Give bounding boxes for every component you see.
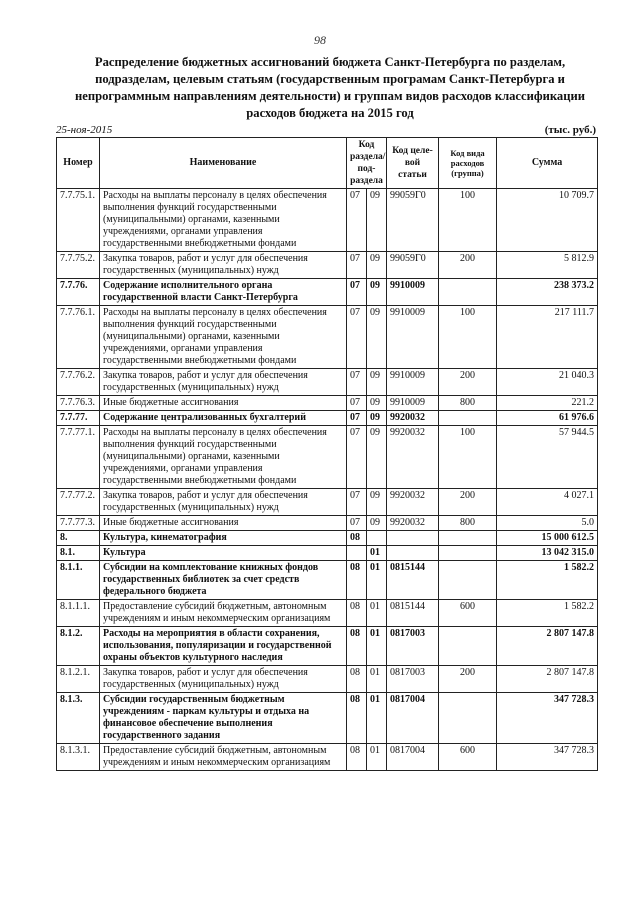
row-expense-type: 800 <box>439 396 497 411</box>
row-subsection-code: 09 <box>367 396 387 411</box>
row-sum: 221.2 <box>497 396 598 411</box>
row-number: 8.1.2.1. <box>57 666 100 693</box>
row-number: 7.7.76. <box>57 279 100 306</box>
row-expense-type: 200 <box>439 369 497 396</box>
row-name: Содержание централизованных бухгалтерий <box>100 411 347 426</box>
row-target-code: 9920032 <box>387 411 439 426</box>
table-row <box>57 561 598 600</box>
row-target-code: 0817004 <box>387 693 439 744</box>
row-expense-type: 200 <box>439 252 497 279</box>
row-name: Закупка товаров, работ и услуг для обеспечения государственных (муниципальных) нужд <box>100 489 347 516</box>
row-expense-type: 600 <box>439 744 497 771</box>
table-row <box>57 531 598 546</box>
budget-table <box>56 137 598 771</box>
row-subsection-code: 09 <box>367 189 387 252</box>
row-target-code: 9920032 <box>387 426 439 489</box>
row-name: Предоставление субсидий бюджетным, автономным учреждениям и иным некоммерческим организациям <box>100 744 347 771</box>
row-name: Расходы на выплаты персоналу в целях обеспечения выполнения функций государственными (муниципальными) органами, казенными учреждениями, органами управления государственными внебюджетными фондами <box>100 426 347 489</box>
row-subsection-code <box>367 531 387 546</box>
row-number: 7.7.76.2. <box>57 369 100 396</box>
row-name: Культура, кинематография <box>100 531 347 546</box>
row-subsection-code: 01 <box>367 561 387 600</box>
row-name: Субсидии государственным бюджетным учреждениям - паркам культуры и отдыха на финансовое обеспечение выполнения государственного задания <box>100 693 347 744</box>
row-expense-type: 200 <box>439 666 497 693</box>
table-row <box>57 693 598 744</box>
table-row <box>57 189 598 252</box>
table-row <box>57 252 598 279</box>
row-subsection-code: 01 <box>367 693 387 744</box>
row-name: Иные бюджетные ассигнования <box>100 516 347 531</box>
row-sum: 10 709.7 <box>497 189 598 252</box>
header-section: Код раздела/ под- раздела <box>347 138 387 189</box>
row-number: 8.1.1.1. <box>57 600 100 627</box>
row-subsection-code: 09 <box>367 489 387 516</box>
row-section-code: 07 <box>347 189 367 252</box>
row-expense-type <box>439 546 497 561</box>
row-number: 7.7.77.1. <box>57 426 100 489</box>
row-sum: 2 807 147.8 <box>497 666 598 693</box>
row-subsection-code: 09 <box>367 411 387 426</box>
row-expense-type <box>439 693 497 744</box>
table-row <box>57 369 598 396</box>
row-sum: 5.0 <box>497 516 598 531</box>
row-target-code <box>387 531 439 546</box>
row-section-code: 07 <box>347 489 367 516</box>
row-section-code: 08 <box>347 531 367 546</box>
row-section-code: 07 <box>347 369 367 396</box>
row-section-code: 07 <box>347 306 367 369</box>
header-expense-type: Код вида расходов (группа) <box>439 138 497 189</box>
row-number: 7.7.77.2. <box>57 489 100 516</box>
table-row <box>57 546 598 561</box>
row-subsection-code: 01 <box>367 666 387 693</box>
row-number: 7.7.75.2. <box>57 252 100 279</box>
table-header-row <box>57 138 598 189</box>
row-expense-type <box>439 279 497 306</box>
row-number: 8.1.3.1. <box>57 744 100 771</box>
row-sum: 1 582.2 <box>497 600 598 627</box>
row-target-code: 0817003 <box>387 666 439 693</box>
row-number: 8.1.2. <box>57 627 100 666</box>
row-sum: 61 976.6 <box>497 411 598 426</box>
document-title: Распределение бюджетных ассигнований бюджета Санкт-Петербурга по разделам, подразделам, целевым статьям (государственным програмам Санкт-Петербурга и непрограммным направлениям деятельности) и группам видов расходов классификации расходов бюджета на 2015 год <box>75 55 585 120</box>
row-number: 7.7.75.1. <box>57 189 100 252</box>
table-body <box>57 189 598 771</box>
row-target-code: 99059Г0 <box>387 252 439 279</box>
row-name: Расходы на выплаты персоналу в целях обеспечения выполнения функций государственными (муниципальными) органами, казенными учреждениями, органами управления государственными внебюджетными фондами <box>100 306 347 369</box>
row-expense-type <box>439 561 497 600</box>
row-expense-type <box>439 531 497 546</box>
table-row <box>57 396 598 411</box>
row-target-code: 9920032 <box>387 489 439 516</box>
row-name: Содержание исполнительного органа государственной власти Санкт-Петербурга <box>100 279 347 306</box>
row-sum: 238 373.2 <box>497 279 598 306</box>
row-sum: 21 040.3 <box>497 369 598 396</box>
row-sum: 1 582.2 <box>497 561 598 600</box>
row-subsection-code: 09 <box>367 252 387 279</box>
row-sum: 13 042 315.0 <box>497 546 598 561</box>
table-row <box>57 744 598 771</box>
row-number: 8.1.3. <box>57 693 100 744</box>
row-section-code: 08 <box>347 744 367 771</box>
row-subsection-code: 01 <box>367 627 387 666</box>
row-target-code: 99059Г0 <box>387 189 439 252</box>
row-name: Субсидии на комплектование книжных фондов государственных библиотек за счет средств федерального бюджета <box>100 561 347 600</box>
row-expense-type <box>439 411 497 426</box>
header-sum: Сумма <box>497 138 598 189</box>
row-target-code: 9910009 <box>387 396 439 411</box>
row-target-code: 0815144 <box>387 561 439 600</box>
row-expense-type: 100 <box>439 306 497 369</box>
row-section-code: 08 <box>347 693 367 744</box>
header-name: Наименование <box>100 138 347 189</box>
row-sum: 347 728.3 <box>497 693 598 744</box>
table-row <box>57 600 598 627</box>
row-number: 7.7.77.3. <box>57 516 100 531</box>
row-target-code: 0815144 <box>387 600 439 627</box>
row-expense-type: 100 <box>439 189 497 252</box>
table-row <box>57 489 598 516</box>
row-sum: 57 944.5 <box>497 426 598 489</box>
header-number: Номер <box>57 138 100 189</box>
row-name: Предоставление субсидий бюджетным, автономным учреждениям и иным некоммерческим организациям <box>100 600 347 627</box>
row-target-code: 9910009 <box>387 279 439 306</box>
table-row <box>57 666 598 693</box>
table-row <box>57 306 598 369</box>
table-row <box>57 516 598 531</box>
row-section-code <box>347 546 367 561</box>
row-name: Расходы на мероприятия в области сохранения, использования, популяризации и государственной охраны объектов культурного наследия <box>100 627 347 666</box>
row-expense-type: 600 <box>439 600 497 627</box>
row-name: Культура <box>100 546 347 561</box>
row-sum: 15 000 612.5 <box>497 531 598 546</box>
table-row <box>57 426 598 489</box>
row-sum: 4 027.1 <box>497 489 598 516</box>
row-expense-type: 200 <box>439 489 497 516</box>
row-name: Закупка товаров, работ и услуг для обеспечения государственных (муниципальных) нужд <box>100 666 347 693</box>
row-expense-type: 100 <box>439 426 497 489</box>
row-section-code: 07 <box>347 411 367 426</box>
row-number: 8. <box>57 531 100 546</box>
row-target-code: 9910009 <box>387 369 439 396</box>
row-section-code: 07 <box>347 252 367 279</box>
row-subsection-code: 01 <box>367 744 387 771</box>
row-section-code: 08 <box>347 600 367 627</box>
row-number: 8.1.1. <box>57 561 100 600</box>
row-expense-type <box>439 627 497 666</box>
row-name: Закупка товаров, работ и услуг для обеспечения государственных (муниципальных) нужд <box>100 252 347 279</box>
row-target-code <box>387 546 439 561</box>
row-section-code: 07 <box>347 279 367 306</box>
row-expense-type: 800 <box>439 516 497 531</box>
row-subsection-code: 09 <box>367 306 387 369</box>
row-subsection-code: 09 <box>367 279 387 306</box>
row-target-code: 0817004 <box>387 744 439 771</box>
row-target-code: 9910009 <box>387 306 439 369</box>
row-sum: 217 111.7 <box>497 306 598 369</box>
units-label: (тыс. руб.) <box>544 124 596 136</box>
row-subsection-code: 09 <box>367 426 387 489</box>
header-target: Код целе- вой статьи <box>387 138 439 189</box>
row-target-code: 0817003 <box>387 627 439 666</box>
row-section-code: 07 <box>347 426 367 489</box>
table-row <box>57 411 598 426</box>
row-sum: 347 728.3 <box>497 744 598 771</box>
row-section-code: 07 <box>347 516 367 531</box>
row-sum: 5 812.9 <box>497 252 598 279</box>
row-number: 7.7.76.3. <box>57 396 100 411</box>
row-section-code: 08 <box>347 627 367 666</box>
row-section-code: 07 <box>347 396 367 411</box>
table-row <box>57 279 598 306</box>
row-subsection-code: 09 <box>367 516 387 531</box>
row-section-code: 08 <box>347 561 367 600</box>
row-section-code: 08 <box>347 666 367 693</box>
page-number: 98 <box>314 33 326 47</box>
row-number: 8.1. <box>57 546 100 561</box>
row-subsection-code: 01 <box>367 600 387 627</box>
row-name: Закупка товаров, работ и услуг для обеспечения государственных (муниципальных) нужд <box>100 369 347 396</box>
row-number: 7.7.77. <box>57 411 100 426</box>
row-name: Иные бюджетные ассигнования <box>100 396 347 411</box>
row-name: Расходы на выплаты персоналу в целях обеспечения выполнения функций государственными (муниципальными) органами, казенными учреждениями, органами управления государственными внебюджетными фондами <box>100 189 347 252</box>
document-date: 25-ноя-2015 <box>56 124 113 136</box>
row-sum: 2 807 147.8 <box>497 627 598 666</box>
row-subsection-code: 09 <box>367 369 387 396</box>
row-subsection-code: 01 <box>367 546 387 561</box>
table-row <box>57 627 598 666</box>
row-number: 7.7.76.1. <box>57 306 100 369</box>
row-target-code: 9920032 <box>387 516 439 531</box>
